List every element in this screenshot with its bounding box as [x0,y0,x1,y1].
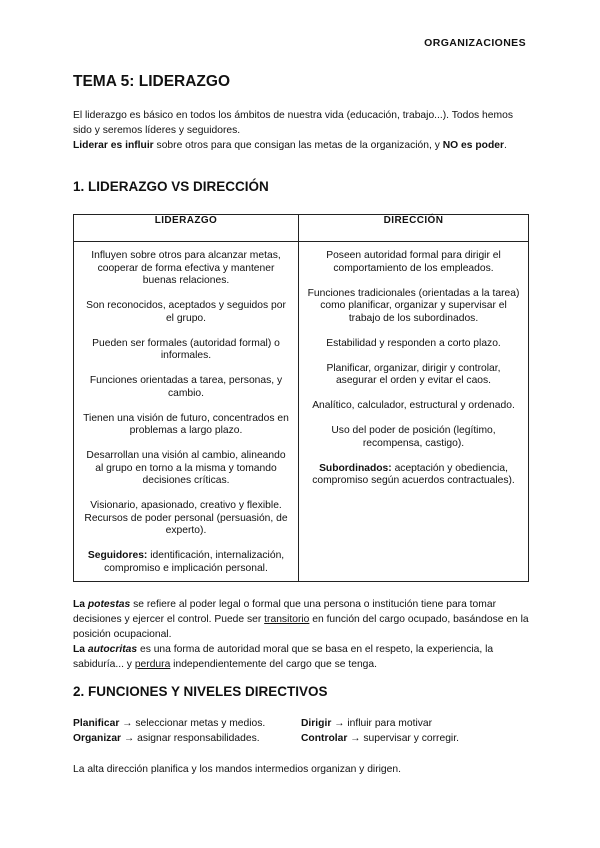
potestas-text2: en función del cargo ocupado, basándose en la posición ocupacional. [73,614,529,640]
subordinados-text: aceptación y obediencia, compromiso según acuerdos contractuales). [312,462,515,486]
definition-no-power: NO es poder [442,140,504,151]
definition-line [73,138,533,153]
direccion-item: Estabilidad y responden a corto plazo. [326,337,501,349]
liderazgo-item: Tienen una visión de futuro, concentrados en problemas a largo plazo. [83,412,289,436]
running-header: ORGANIZACIONES [424,37,526,49]
potestas-definition [73,597,533,642]
direccion-item: Funciones tradicionales (orientadas a la tarea) como planificar, organizar y supervisar el trabajo de los subordinados. [307,287,520,324]
potestas-article: La [73,599,88,610]
direccion-item: Uso del poder de posición (legítimo, recompensa, castigo). [331,425,496,449]
section-heading-1: 1. LIDERAZGO VS DIRECCIÓN [73,179,269,194]
function-item: Controlar → supervisar y corregir. [301,733,459,744]
direccion-item-subordinados [307,463,520,488]
liderazgo-item: Son reconocidos, aceptados y seguidos por el grupo. [86,300,286,324]
intro-paragraph [73,108,533,153]
definition-text: sobre otros para que consigan las metas de la organización, y [153,140,443,151]
direccion-item: Analítico, calculador, estructural y ordenado. [312,400,515,411]
seguidores-text: identificación, internalización, compromiso e implicación personal. [104,550,285,574]
comparison-table [73,214,529,582]
intro-line: El liderazgo es básico en todos los ámbitos de nuestra vida (educación, trabajo...). Todos hemos sido y seremos líderes y seguidores. [73,110,513,136]
autocritas-term: autocritas [87,644,138,655]
autocritas-text1: es una forma de autoridad moral que se basa en el respeto, la experiencia, la sabiduría... y [73,644,494,670]
functions-list [73,716,459,746]
function-item: Dirigir → influir para motivar [301,718,433,729]
section-heading-2: 2. FUNCIONES Y NIVELES DIRECTIVOS [73,684,328,699]
direccion-item: Poseen autoridad formal para dirigir el comportamiento de los empleados. [326,250,501,274]
direccion-item: Planificar, organizar, dirigir y controlar, asegurar el orden y evitar el caos. [326,362,501,386]
seguidores-label: Seguidores: [87,550,148,561]
header-direccion: DIRECCIÓN [299,215,529,242]
page-title: TEMA 5: LIDERAZGO [73,73,231,90]
potestas-underline: transitorio [264,614,310,625]
table-row [74,242,529,582]
liderazgo-item: Funciones orientadas a tarea, personas, y cambio. [89,375,283,399]
direccion-cell [299,242,529,582]
potestas-term: potestas [87,599,131,610]
liderazgo-item-seguidores [82,550,290,575]
functions-row [73,716,459,731]
function-item: Organizar → asignar responsabilidades. [73,733,260,744]
subordinados-label: Subordinados: [319,462,392,474]
functions-row [73,731,459,746]
liderazgo-item: Visionario, apasionado, creativo y flexible. Recursos de poder personal (persuasión, de experto). [84,500,288,536]
autocritas-underline: perdura [134,659,171,670]
closing-sentence: La alta dirección planifica y los mandos intermedios organizan y dirigen. [73,764,401,775]
autocritas-article: La [73,644,88,655]
liderazgo-item: Pueden ser formales (autoridad formal) o informales. [92,337,280,361]
liderazgo-item: Influyen sobre otros para alcanzar metas, cooperar de forma efectiva y mantener buenas relaciones. [91,250,281,286]
potestas-text1: se refiere al poder legal o formal que una persona o institución tiene para tomar decisiones y ejercer el control. Puede ser [73,599,497,625]
liderazgo-cell [74,242,299,582]
definition-end: . [503,140,507,151]
header-liderazgo: LIDERAZGO [74,215,299,242]
autocritas-definition [73,642,533,672]
definition-bold: Liderar es influir [73,140,154,151]
potestas-autocritas-paragraph [73,597,533,672]
autocritas-text2: independientemente del cargo que se tenga. [170,659,377,670]
liderazgo-item: Desarrollan una visión al cambio, alineando al grupo en torno a la misma y tomando decisiones críticas. [86,450,286,486]
function-item: Planificar → seleccionar metas y medios. [73,718,266,729]
table-header-row [74,215,529,242]
